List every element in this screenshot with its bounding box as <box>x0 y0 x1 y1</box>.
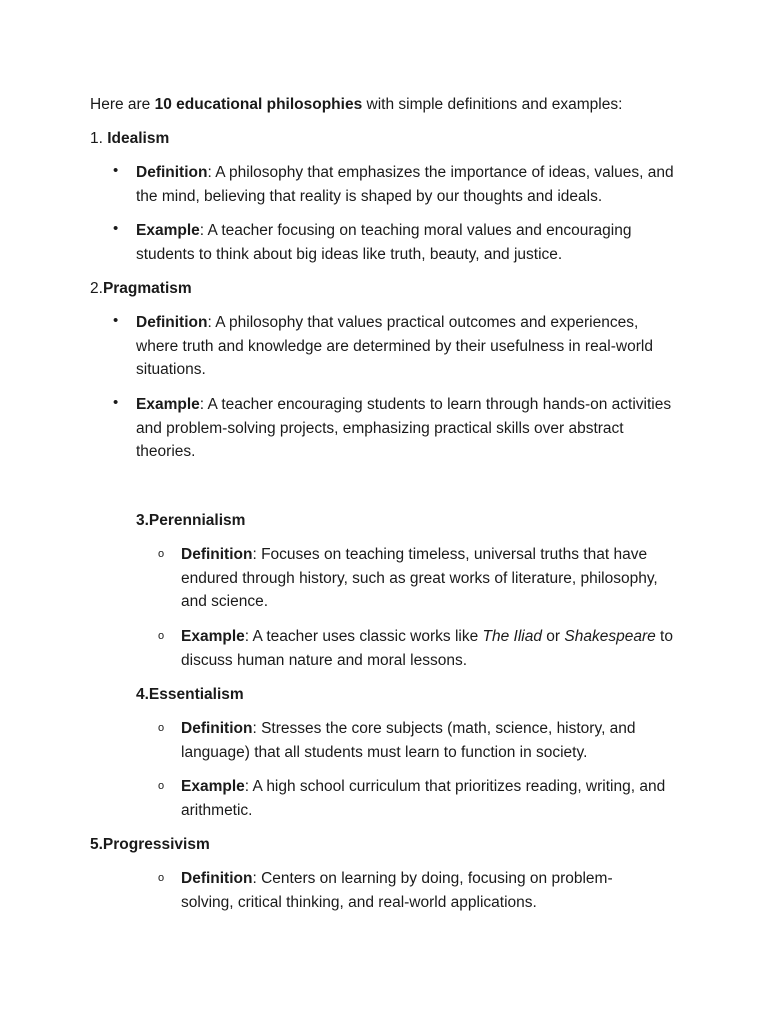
bullet-icon: • <box>113 220 119 237</box>
section-1-definition <box>136 161 676 208</box>
section-4-example <box>181 775 681 822</box>
section-1-example <box>136 219 676 266</box>
section-5-definition <box>181 867 651 914</box>
section-3-definition <box>181 543 681 614</box>
definition-label: Definition <box>181 546 253 563</box>
section-5-heading <box>90 833 210 857</box>
definition-label: Definition <box>136 164 208 181</box>
bullet-icon: • <box>113 312 119 329</box>
section-3-title: 3.Perennialism <box>136 512 246 529</box>
definition-label: Definition <box>136 314 208 331</box>
section-2-number: 2. <box>90 280 103 297</box>
example-italic-title: Shakespeare <box>564 628 656 645</box>
section-4-definition <box>181 717 681 764</box>
example-label: Example <box>181 628 245 645</box>
definition-text: : Stresses the core subjects (math, science, history, and language) that all students must learn to function in society. <box>181 720 636 761</box>
definition-text: : A philosophy that values practical outcomes and experiences, where truth and knowledge are determined by their usefulness in real-world situations. <box>136 314 653 379</box>
intro-prefix: Here are <box>90 96 155 113</box>
definition-text: : Centers on learning by doing, focusing on problem-solving, critical thinking, and real-world applications. <box>181 870 613 911</box>
intro-bold: 10 educational philosophies <box>154 96 363 113</box>
example-text: or <box>541 628 565 645</box>
example-label: Example <box>136 222 200 239</box>
bullet-icon: • <box>113 394 119 411</box>
circle-bullet-icon: o <box>158 722 165 734</box>
section-2-example <box>136 393 676 464</box>
section-4-heading <box>136 683 244 707</box>
example-text: : A teacher encouraging students to learn through hands-on activities and problem-solving projects, emphasizing practical skills over abstract theories. <box>136 396 672 461</box>
definition-text: : A philosophy that emphasizes the importance of ideas, values, and the mind, believing that reality is shaped by our thoughts and ideals. <box>136 164 674 205</box>
example-text: : A teacher focusing on teaching moral values and encouraging students to think about big ideas like truth, beauty, and justice. <box>136 222 632 263</box>
section-2-heading <box>90 277 192 301</box>
example-label: Example <box>136 396 200 413</box>
section-3-heading <box>136 509 245 533</box>
intro-suffix: with simple definitions and examples: <box>362 96 623 113</box>
circle-bullet-icon: o <box>158 548 165 560</box>
definition-text: : Focuses on teaching timeless, universal truths that have endured through history, such as great works of literature, philosophy, and science. <box>181 546 658 611</box>
example-italic-title: The Iliad <box>482 628 542 645</box>
circle-bullet-icon: o <box>158 780 165 792</box>
example-text: to discuss human nature and moral lessons. <box>181 628 673 669</box>
section-2-definition <box>136 311 676 382</box>
section-3-example <box>181 625 701 672</box>
intro-paragraph <box>90 93 710 117</box>
circle-bullet-icon: o <box>158 872 165 884</box>
section-1-title: Idealism <box>107 130 170 147</box>
section-5-title: 5.Progressivism <box>90 836 210 853</box>
definition-label: Definition <box>181 720 253 737</box>
bullet-icon: • <box>113 162 119 179</box>
example-label: Example <box>181 778 245 795</box>
example-text: : A teacher uses classic works like <box>244 628 483 645</box>
section-1-number: 1. <box>90 130 108 147</box>
section-1-heading <box>90 127 169 151</box>
definition-label: Definition <box>181 870 253 887</box>
section-4-title: 4.Essentialism <box>136 686 244 703</box>
example-text: : A high school curriculum that prioritizes reading, writing, and arithmetic. <box>181 778 666 819</box>
circle-bullet-icon: o <box>158 630 165 642</box>
section-2-title: Pragmatism <box>102 280 192 297</box>
